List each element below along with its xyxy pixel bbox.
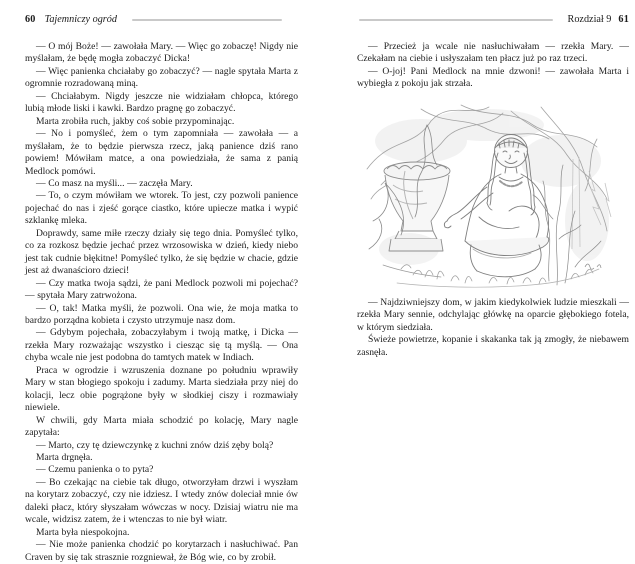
paragraph: Marta była niespokojna. [36, 526, 130, 538]
left-page-header [25, 14, 298, 26]
header-rule-left [132, 19, 282, 21]
paragraph: — To, o czym mówiłam we wtorek. To jest, czy pozwoli panience pojechać do nas i zjeść gorące ciastko, które upiecze matka i wypić szklankę mleka. [25, 190, 298, 227]
paragraph: Marta zrobiła ruch, jakby coś sobie przypominając. [36, 115, 235, 127]
paragraph: — Czemu panienka o to pyta? [36, 464, 154, 476]
right-running-title: Rozdział 9 [567, 14, 612, 25]
right-page-text-bottom [357, 297, 629, 359]
left-page-number: 60 [25, 14, 36, 25]
header-rule-right [359, 19, 553, 21]
paragraph: — Więc panienka chciałaby go zobaczyć? — nagle spytała Marta z ogromnie rozradowaną miną. [25, 65, 298, 90]
paragraph: Doprawdy, same miłe rzeczy działy się tego dnia. Pomyśleć tylko, co za rozkosz będzie jechać przez wrzosowiska w dzień, kiedy niebo jest tak cudnie błękitne! Pomyśleć tylko, że się będzie w chacie, gdzie jest aż dwanaścioro dzieci! [25, 227, 298, 277]
page-left [25, 14, 298, 564]
right-page-text-top [357, 41, 629, 91]
paragraph: — O, tak! Matka myśli, że pozwoli. Ona wie, że moja matka to bardzo porządna kobieta i czysto utrzymuje nasz dom. [25, 302, 298, 326]
paragraph: — Chciałabym. Nigdy jeszcze nie widziałam chłopca, którego lubią młode liski i kawki. Bardzo pragnę go zobaczyć. [25, 90, 298, 115]
left-running-title: Tajemniczy ogród [44, 14, 117, 25]
paragraph: — Marto, czy tę dziewczynkę z kuchni znów dziś zęby bolą? [36, 439, 274, 451]
paragraph: Świeże powietrze, kopanie i skakanka tak ją zmogły, że niebawem zasnęła. [357, 334, 629, 358]
paragraph: — Czy matka twoja sądzi, że pani Medlock pozwoli mi pojechać? — spytała Mary zatrwożona. [25, 277, 298, 302]
paragraph: — O-joj! Pani Medlock na mnie dzwoni! — zawołała Marta i wybiegła z pokoju jak strzała. [357, 65, 629, 90]
paragraph: W chwili, gdy Marta miała schodzić po kolację, Mary nagle zapytała: [25, 414, 298, 439]
paragraph: — O mój Boże! — zawołała Mary. — Więc go zobaczę! Nigdy nie myślałam, że będę mogła zobaczyć Dicka! [25, 41, 298, 65]
paragraph: — Bo czekając na ciebie tak długo, otworzyłam drzwi i wyszłam na korytarz zobaczyć, czy nie idziesz. I wtedy znów doleciał mnie ów daleki płacz, który słyszałam wówczas w nocy. Dzisiaj wiatru nie ma wcale, widzisz zatem, że i wtenczas to nie był wiatr. [25, 476, 298, 526]
paragraph: Praca w ogrodzie i wzruszenia doznane po południu wprawiły Mary w stan błogiego spokoju i zadumy. Marta siedziała przy niej do kolacji, lecz obie pogrążone były w słodkiej ciszy i rozmawiały niewiele. [25, 364, 298, 414]
paragraph: — Gdybym pojechała, zobaczyłabym i twoją matkę, i Dicka — rzekła Mary rozważając wszystko i ciesząc się tą myślą. — Ona chyba wcale nie jest podobna do tamtych matek w Indiach. [25, 327, 298, 364]
illustration-girl-in-garden [361, 99, 613, 289]
paragraph: — Najdziwniejszy dom, w jakim kiedykolwiek ludzie mieszkali — rzekła Mary sennie, odchylając główkę na oparcie głębokiego fotela, w którym siedziała. [357, 296, 629, 333]
paragraph: — Przecież ja wcale nie nasłuchiwałam — rzekła Mary. — Czekałam na ciebie i usłyszałam ten płacz już po raz trzeci. [357, 41, 629, 65]
paragraph: — No i pomyśleć, żem o tym zapomniała — zawołała — a myślałam, że to będzie pierwsza rzecz, jaką panience dziś rano powiem! Mówiłam matce, a ona powiedziała, że sama z panią Medlock pomówi. [25, 128, 298, 177]
paragraph: — Co masz na myśli... — zaczęła Mary. [36, 177, 193, 189]
girl-in-garden-sketch-icon [361, 99, 613, 289]
illustration-signature [585, 264, 601, 269]
right-page-number: 61 [618, 14, 629, 25]
paragraph: — Nie może panienka chodzić po korytarzach i nasłuchiwać. Pan Craven by się tak strasznie rozgniewał, że Bóg wie, co by zrobił. [25, 539, 298, 563]
page-right [357, 14, 629, 359]
left-page-text [25, 41, 298, 564]
right-page-header [357, 14, 629, 26]
paragraph: Marta drgnęła. [36, 451, 93, 463]
